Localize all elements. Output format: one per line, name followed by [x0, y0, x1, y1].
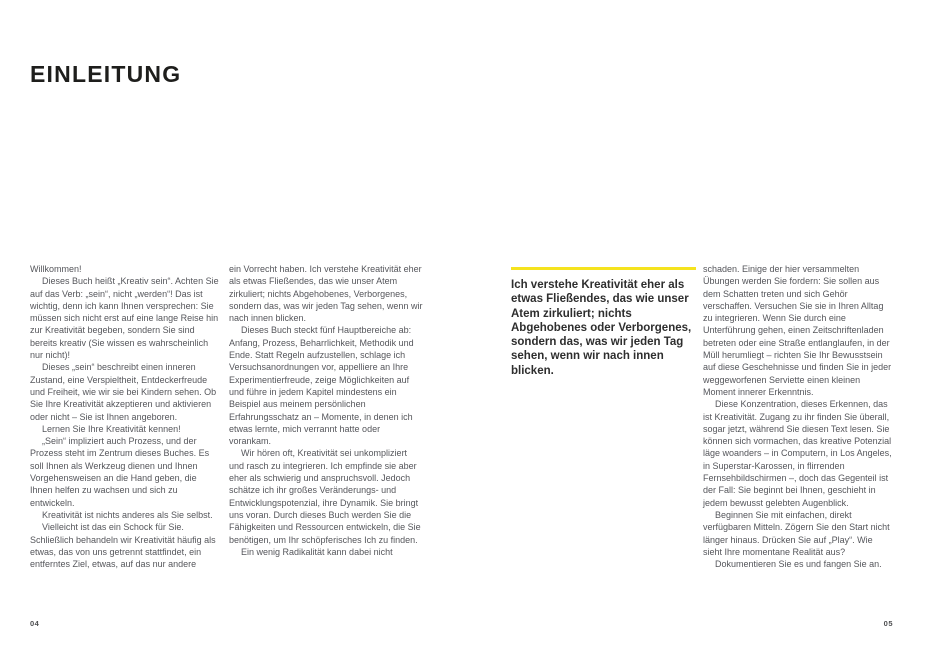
paragraph: schaden. Einige der hier versammelten Übungen werden Sie fordern: Sie sollen aus dem Schatten treten und sich Gehör verschaffen. Versuchen Sie sie in Ihren Alltag zu integrieren. Wenn Sie durch eine Unterführung gehen, einen Zeitschriftenladen betreten oder eine Straße entlanglaufen, in der Müll herumliegt – richten Sie Ihr Bewusstsein auf diese Geschehnisse und finden Sie in jeder weggeworfenen Serviette einen kleinen Moment innerer Erkenntnis.: [703, 264, 892, 397]
body-column-3: [703, 263, 892, 570]
pull-quote-text: Ich verstehe Kreativität eher als etwas Fließendes, das wie unser Atem zirkuliert; nichts Abgehobenes oder Verborgenes, sondern das, was wir jeden Tag sehen, wenn wir nach innen blicken.: [511, 279, 692, 377]
paragraph: „Sein“ impliziert auch Prozess, und der Prozess steht im Zentrum dieses Buches. Es soll Ihnen als Werkzeug dienen und Ihnen Vorgehensweisen an die Hand geben, die Ihnen helfen zu wachsen und sich zu entwickeln.: [30, 436, 210, 508]
body-column-1: [30, 263, 219, 570]
paragraph: Diese Konzentration, dieses Erkennen, das ist Kreativität. Zugang zu ihr finden Sie überall, sogar jetzt, während Sie diesen Text lesen. Sie können sich vormachen, das kreative Potenzial läge woanders – in Computern, in Los Angeles, in Superstar-Karossen, in flirrenden Fernsehbildschirmen –, doch das Gegenteil ist der Fall: Sie beginnt bei Ihnen, geschieht in jedem bewusst gelebten Augenblick.: [703, 399, 892, 508]
paragraph: Dieses Buch steckt fünf Hauptbereiche ab: Anfang, Prozess, Beharrlichkeit, Methodik und Ende. Statt Regeln aufzustellen, schlage ich Versuchsanordnungen vor, appelliere an Ihre Experimentierfreude, zeige Möglichkeiten auf und führe in jedem Kapitel mindestens ein Beispiel aus meinem persönlichen Erfahrungsschatz an – Momente, in denen ich etwas lernte, mich verrannt hatte oder vorankam.: [229, 325, 414, 447]
paragraph: ein Vorrecht haben. Ich verstehe Kreativität eher als etwas Fließendes, das wie unser Atem zirkuliert; nichts Abgehobenes, Verborgenes, sondern das, was wir jeden Tag sehen, wenn wir nach innen blicken.: [229, 264, 423, 324]
paragraph: Lernen Sie Ihre Kreativität kennen!: [42, 423, 181, 434]
paragraph: Kreativität ist nichts anderes als Sie selbst.: [42, 509, 213, 520]
paragraph: Beginnen Sie mit einfachen, direkt verfügbaren Mitteln. Zögern Sie den Start nicht länger hinaus. Drücken Sie auf „Play“. Wie sieht Ihre momentane Realität aus?: [703, 509, 890, 557]
pull-quote-accent-rule: [511, 267, 696, 270]
paragraph: Dieses Buch heißt „Kreativ sein“. Achten Sie auf das Verb: „sein“, nicht „werden“! Das ist wichtig, denn ich kann Ihnen versprechen: Sie müssen sich nicht erst auf eine lange Reise hin zur Kreativität begeben, sondern Sie sind bereits kreativ (Sie wissen es wahrscheinlich nur nicht)!: [30, 276, 219, 361]
paragraph: Willkommen!: [30, 264, 82, 274]
page-number-right: 05: [883, 619, 893, 628]
paragraph: Dieses „sein“ beschreibt einen inneren Zustand, eine Verspieltheit, Entdeckerfreude und Freiheit, wie wir sie bei Kindern sehen. Ob Sie Ihre Kreativität akzeptieren und aktivieren oder nicht – Sie ist Ihnen angeboren.: [30, 362, 217, 422]
paragraph: Ein wenig Radikalität kann dabei nicht: [241, 546, 393, 557]
page-title: EINLEITUNG: [30, 61, 182, 87]
body-column-2: [229, 263, 423, 558]
paragraph: Vielleicht ist das ein Schock für Sie. Schließlich behandeln wir Kreativität häufig als etwas, das von uns getrennt stattfindet, ein entferntes Ziel, etwas, auf das nur andere: [30, 522, 216, 570]
paragraph: Dokumentieren Sie es und fangen Sie an.: [715, 559, 882, 570]
pull-quote-block: [511, 267, 696, 378]
paragraph: Wir hören oft, Kreativität sei unkompliziert und rasch zu integrieren. Ich empfinde sie aber eher als schwierig und anspruchsvoll. Jedoch schätze ich ihr großes Veränderungs- und Entwicklungspotenzial, ihre Dynamik. Sie bringt uns voran. Durch dieses Buch werden Sie die Fähigkeiten und Ressourcen entwickeln, die Sie benötigen, um Ihr schöpferisches Ich zu finden.: [229, 448, 421, 545]
page-number-left: 04: [30, 619, 40, 628]
